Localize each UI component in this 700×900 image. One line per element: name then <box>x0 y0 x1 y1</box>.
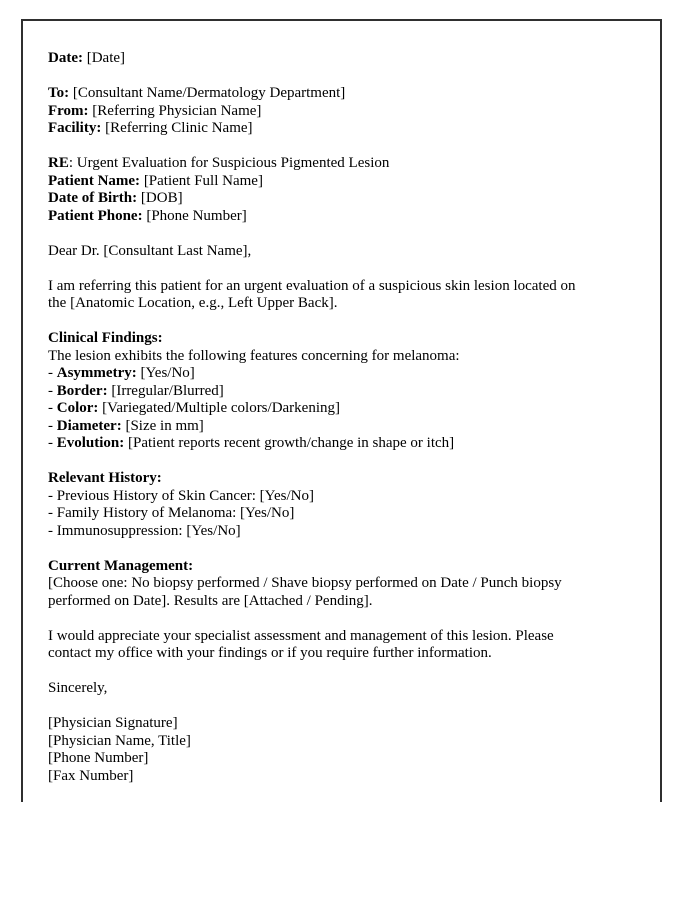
letter-line <box>48 558 646 576</box>
letter-line: I would appreciate your specialist assessment and management of this lesion. Please <box>48 627 554 644</box>
field-label: From: <box>48 102 89 119</box>
letter-line: Dear Dr. [Consultant Last Name], <box>48 242 252 259</box>
letter-line: contact my office with your findings or if you require further information. <box>48 645 492 661</box>
field-label: Asymmetry: <box>56 365 137 381</box>
letter-line: the [Anatomic Location, e.g., Left Upper Back]. <box>48 295 338 311</box>
letter-line: - Color: [Variegated/Multiple colors/Darkening] <box>48 400 340 416</box>
letter-line: RE: Urgent Evaluation for Suspicious Pigmented Lesion <box>48 155 390 171</box>
letter-line: Patient Name: [Patient Full Name] <box>48 172 263 189</box>
field-label: Diameter: <box>56 417 122 434</box>
letter-line: To: [Consultant Name/Dermatology Department] <box>48 85 346 101</box>
letter-line: [Physician Signature] <box>48 715 178 731</box>
letter-line: - Diameter: [Size in mm] <box>48 417 204 434</box>
field-label: Color: <box>56 400 99 416</box>
letter-line: From: [Referring Physician Name] <box>48 102 262 119</box>
letter-line: [Phone Number] <box>48 750 149 766</box>
letter-line: [Physician Name, Title] <box>48 732 191 749</box>
salutation <box>48 243 646 261</box>
clinical-findings-section <box>48 330 646 453</box>
letter-line: Date of Birth: [DOB] <box>48 190 183 206</box>
field-label: Facility: <box>48 120 102 136</box>
letter-line: [Fax Number] <box>48 767 134 784</box>
field-label: Clinical Findings: <box>48 330 163 346</box>
letter-frame <box>21 19 662 802</box>
signature-block <box>48 715 646 785</box>
letter-line <box>48 470 646 488</box>
letter-line: Facility: [Referring Clinic Name] <box>48 120 253 136</box>
date-line <box>48 50 646 68</box>
field-label: Date of Birth: <box>48 190 138 206</box>
letter-line: - Asymmetry: [Yes/No] <box>48 365 195 381</box>
letter-line: Sincerely, <box>48 680 108 696</box>
letter-line: performed on Date]. Results are [Attached / Pending]. <box>48 592 373 609</box>
field-label: Border: <box>56 382 108 399</box>
request-paragraph <box>48 628 646 663</box>
letter-line: [Choose one: No biopsy performed / Shave biopsy performed on Date / Punch biopsy <box>48 575 562 591</box>
referral-intro-paragraph <box>48 278 646 313</box>
letter-line: The lesion exhibits the following features concerning for melanoma: <box>48 347 460 364</box>
address-block <box>48 85 646 138</box>
letter-line: - Border: [Irregular/Blurred] <box>48 382 224 399</box>
field-label: Patient Phone: <box>48 207 143 224</box>
subject-block <box>48 155 646 225</box>
letter-line: - Immunosuppression: [Yes/No] <box>48 522 241 539</box>
field-label: Current Management: <box>48 557 194 574</box>
current-management-section <box>48 558 646 611</box>
field-label: Evolution: <box>56 435 125 451</box>
field-label: Patient Name: <box>48 172 141 189</box>
field-label: To: <box>48 85 70 101</box>
field-label: Date: <box>48 50 83 66</box>
letter-line: - Previous History of Skin Cancer: [Yes/No] <box>48 487 314 504</box>
letter-line: Patient Phone: [Phone Number] <box>48 207 247 224</box>
field-label: Relevant History: <box>48 470 162 486</box>
letter-line: - Family History of Melanoma: [Yes/No] <box>48 505 295 521</box>
relevant-history-section <box>48 470 646 540</box>
signoff <box>48 680 646 698</box>
letter-line: - Evolution: [Patient reports recent growth/change in shape or itch] <box>48 435 455 451</box>
field-label: RE <box>48 155 69 171</box>
letter-line: Date: [Date] <box>48 50 126 66</box>
letter-body <box>48 50 646 785</box>
letter-line <box>48 330 646 348</box>
letter-line: I am referring this patient for an urgent evaluation of a suspicious skin lesion located on <box>48 277 576 294</box>
